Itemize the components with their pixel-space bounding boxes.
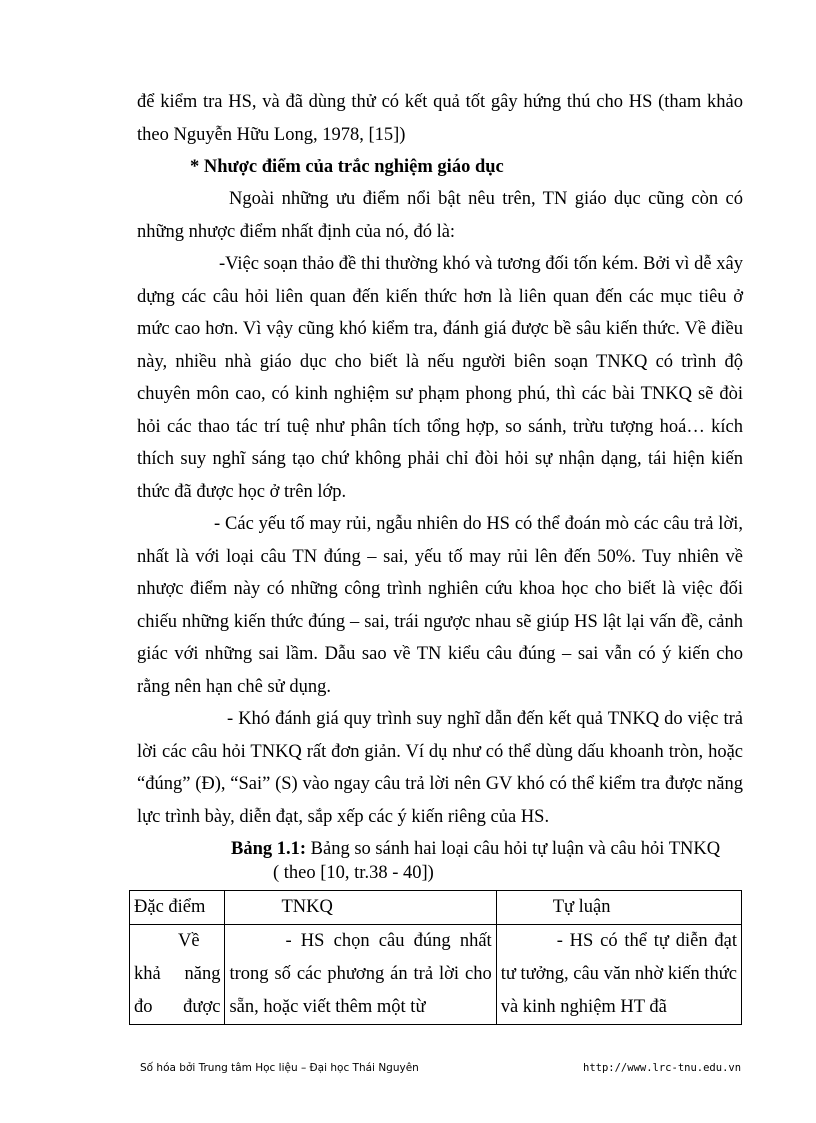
comparison-table [129, 890, 742, 1025]
intro-paragraph: để kiểm tra HS, và đã dùng thử có kết quả tốt gây hứng thú cho HS (tham khảo theo Nguyễn Hữu Long, 1978, [15]) [137, 92, 743, 145]
cell-tuluan: - HS có thể tự diễn đạt tư tưởng, câu văn nhờ kiến thức và kinh nghiệm HT đã [496, 925, 741, 1025]
table-header-row [130, 891, 742, 925]
header-tnkq: TNKQ [225, 891, 496, 925]
paragraph-3: - Các yếu tố may rủi, ngẫu nhiên do HS có thể đoán mò các câu trả lời, nhất là với loại câu TN đúng – sai, yếu tố may rủi lên đến 50%. Tuy nhiên về nhược điểm này có những công trình nghiên cứu khoa học cho biết là việc đối chiếu những kiến thức đúng – sai, trái ngược nhau sẽ giúp HS lật lại vấn đề, cảnh giác với những sai lầm. Dẫu sao về TN kiểu câu đúng – sai vẫn có ý kiến cho rằng nên hạn chê sử dụng. [137, 514, 743, 697]
footer-url[interactable]: http://www.lrc-tnu.edu.vn [583, 1062, 742, 1074]
table-source: ( theo [10, tr.38 - 40]) [273, 863, 434, 883]
header-tuluan: Tự luận [496, 891, 741, 925]
cell-feature: Về khả năng đo được [130, 925, 225, 1025]
table-caption-text: Bảng so sánh hai loại câu hỏi tự luận và câu hỏi TNKQ [306, 839, 721, 859]
paragraph-1: Ngoài những ưu điểm nổi bật nêu trên, TN giáo dục cũng còn có những nhược điểm nhất định của nó, đó là: [137, 189, 743, 242]
table-caption-label: Bảng 1.1: [231, 839, 307, 859]
paragraph-4: - Khó đánh giá quy trình suy nghĩ dẫn đến kết quả TNKQ do việc trả lời các câu hỏi TNKQ rất đơn giản. Ví dụ như có thể dùng dấu khoanh tròn, hoặc “đúng” (Đ), “Sai” (S) vào ngay câu trả lời nên GV khó có thể kiểm tra được năng lực trình bày, diễn đạt, sắp xếp các ý kiến riêng của HS. [137, 709, 743, 827]
cell-tnkq: - HS chọn câu đúng nhất trong số các phương án trả lời cho sẵn, hoặc viết thêm một từ [225, 925, 496, 1025]
table-row [130, 925, 742, 1025]
header-feature: Đặc điểm [130, 891, 225, 925]
paragraph-2: -Việc soạn thảo đề thi thường khó và tương đối tốn kém. Bởi vì dễ xây dựng các câu hỏi liên quan đến kiến thức hơn là liên quan đến các mục tiêu ở mức cao hơn. Vì vậy cũng khó kiểm tra, đánh giá được bề sâu kiến thức. Về điều này, nhiều nhà giáo dục cho biết là nếu người biên soạn TNKQ có trình độ chuyên môn cao, có kinh nghiệm sư phạm phong phú, thì các bài TNKQ sẽ đòi hỏi các thao tác trí tuệ như phân tích tổng hợp, so sánh, trừu tượng hoá… kích thích suy nghĩ sáng tạo chứ không phải chỉ đòi hỏi sự nhận dạng, tái hiện kiến thức đã được học ở trên lớp. [137, 254, 743, 502]
section-heading: * Nhược điểm của trắc nghiệm giáo dục [190, 157, 504, 177]
footer-source: Số hóa bởi Trung tâm Học liệu – Đại học Thái Nguyên [140, 1062, 419, 1074]
